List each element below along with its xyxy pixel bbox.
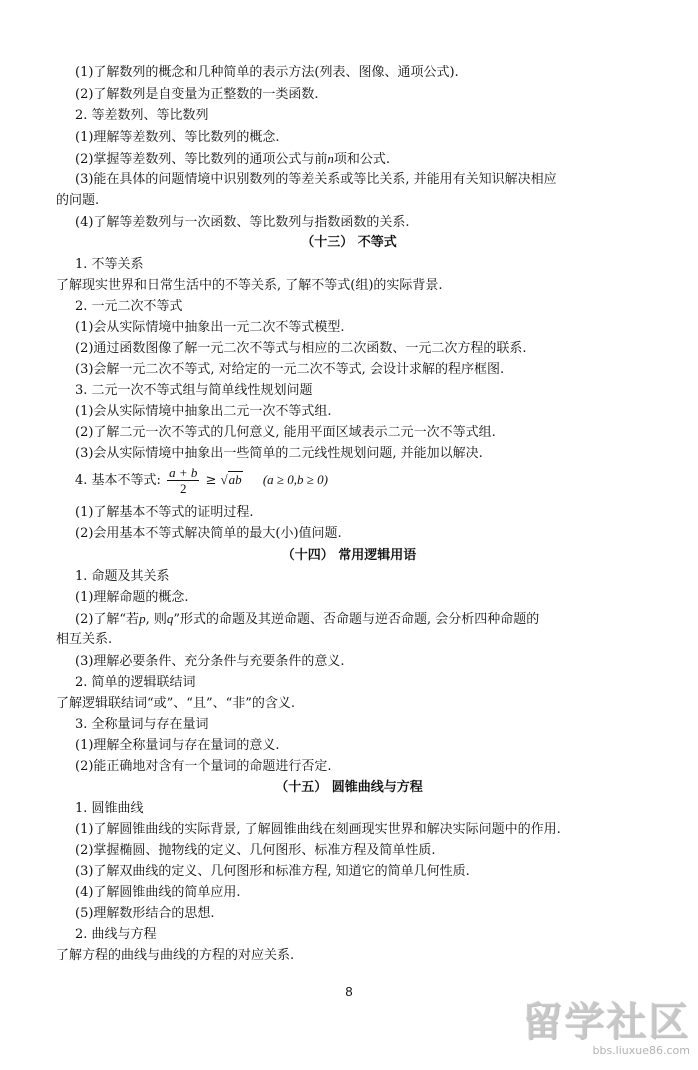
text-span: (2)掌握等差数列、等比数列的通项公式与前 [75, 152, 328, 167]
text-line: (1)会从实际情境中抽象出一元二次不等式模型. [75, 320, 345, 335]
text-line: (3)了解双曲线的定义、几何图形和标准方程, 知道它的简单几何性质. [75, 864, 470, 879]
square-root [221, 471, 243, 487]
math-p: p [139, 611, 146, 626]
text-line: (3)能在具体的问题情境中识别数列的等差关系或等比关系, 并能用有关知识解决相应 [75, 172, 557, 187]
text-line: 1. 不等关系 [75, 257, 144, 272]
watermark-url: bbs.liuxue86.com [592, 1044, 690, 1057]
text-line: 了解现实世界和日常生活中的不等关系, 了解不等式(组)的实际背景. [56, 278, 443, 293]
text-line: 了解方程的曲线与曲线的方程的对应关系. [56, 948, 295, 963]
text-line: (2)了解二元一次不等式的几何意义, 能用平面区域表示二元一次不等式组. [75, 425, 496, 440]
text-line: (1)了解基本不等式的证明过程. [75, 505, 254, 520]
text-line: (1)会从实际情境中抽象出二元一次不等式组. [75, 404, 332, 419]
text-line: (2)了解数列是自变量为正整数的一类函数. [75, 87, 319, 102]
geq-sign: ≥ [205, 473, 217, 488]
text-line: (2)能正确地对含有一个量词的命题进行否定. [75, 759, 332, 774]
text-line: 2. 等差数列、等比数列 [75, 108, 209, 123]
text-span: 项和公式. [333, 152, 391, 167]
fraction-numerator: a + b [169, 465, 198, 480]
text-line: 相互关系. [56, 632, 113, 647]
math-q: q [166, 611, 174, 626]
text-span: , 则 [145, 612, 167, 627]
text-line: 2. 简单的逻辑联结词 [75, 675, 196, 690]
text-line: 1. 圆锥曲线 [75, 801, 144, 816]
text-line: (1)理解全称量词与存在量词的意义. [75, 738, 280, 753]
text-line: 了解逻辑联结词“或”、“且”、“非”的含义. [56, 696, 296, 711]
text-line: (2)通过函数图像了解一元二次不等式与相应的二次函数、一元二次方程的联系. [75, 341, 527, 356]
section-heading: （十四） 常用逻辑用语 [281, 548, 417, 563]
fraction-denominator: 2 [179, 481, 187, 496]
text-line: (1)理解等差数列、等比数列的概念. [75, 130, 280, 145]
text-line: (1)了解数列的概念和几种简单的表示方法(列表、图像、通项公式). [75, 65, 459, 80]
text-line: (3)理解必要条件、充分条件与充要条件的意义. [75, 654, 345, 669]
text-line: (1)理解命题的概念. [75, 590, 189, 605]
text-line: (5)理解数形结合的思想. [75, 906, 215, 921]
formula-line [75, 460, 328, 500]
text-line: 1. 命题及其关系 [75, 569, 170, 584]
condition: (a ≥ 0,b ≥ 0) [262, 472, 328, 487]
section-heading: （十三） 不等式 [301, 235, 397, 250]
text-line: (3)会解一元二次不等式, 对给定的一元二次不等式, 会设计求解的程序框图. [75, 362, 505, 377]
text-line: 3. 全称量词与存在量词 [75, 717, 209, 732]
page-number: 8 [345, 984, 353, 999]
math-n: n [327, 151, 334, 166]
text-span: ”形式的命题及其逆命题、否命题与逆否命题, 会分析四种命题的 [173, 612, 540, 627]
fraction [167, 465, 199, 496]
text-line: 3. 二元一次不等式组与简单线性规划问题 [75, 383, 313, 398]
text-line: 的问题. [56, 193, 100, 208]
text-line: 2. 一元二次不等式 [75, 299, 183, 314]
text-line: 2. 曲线与方程 [75, 927, 157, 942]
text-line: (2)会用基本不等式解决简单的最大(小)值问题. [75, 526, 342, 541]
text-line: (4)了解等差数列与一次函数、等比数列与指数函数的关系. [75, 215, 410, 230]
sqrt-sign: √ [220, 472, 228, 487]
section-heading: （十五） 圆锥曲线与方程 [275, 780, 423, 795]
watermark [510, 1000, 690, 1060]
text-span: (2)了解“若 [75, 612, 140, 627]
text-line: (2)掌握椭圆、抛物线的定义、几何图形、标准方程及简单性质. [75, 843, 436, 858]
radicand: ab [228, 472, 242, 487]
text-span: 4. 基本不等式: [75, 473, 161, 488]
watermark-logo: 留学社区 [522, 999, 690, 1045]
text-line: (1)了解圆锥曲线的实际背景, 了解圆锥曲线在刻画现实世界和解决实际问题中的作用. [75, 822, 561, 837]
text-line [75, 608, 539, 629]
text-line: (3)会从实际情境中抽象出一些简单的二元线性规划问题, 并能加以解决. [75, 446, 483, 461]
text-line: (4)了解圆锥曲线的简单应用. [75, 885, 241, 900]
text-line [75, 148, 390, 169]
